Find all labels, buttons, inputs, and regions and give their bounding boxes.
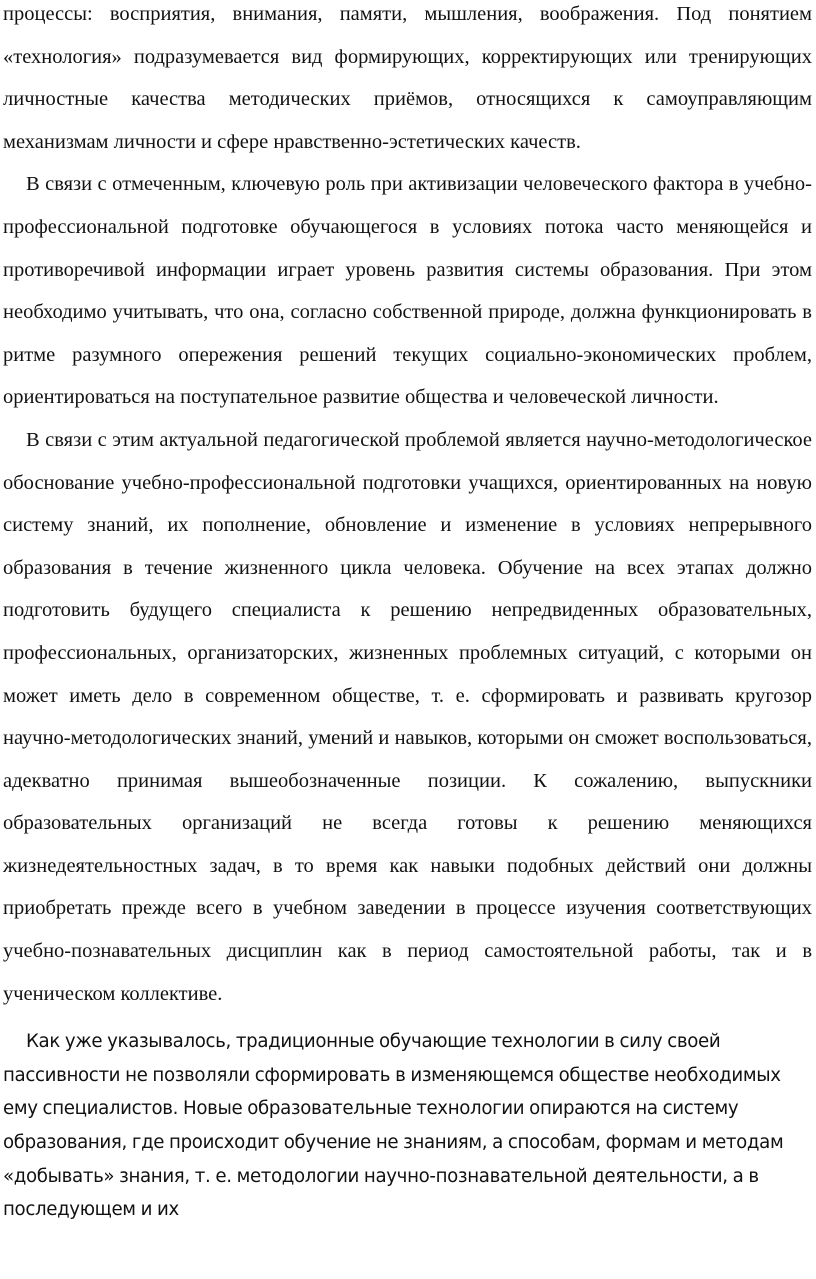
paragraph-methodological-grounding: В связи с этим актуальной педагогической проблемой является научно-методологическое обоснование учебно-профессиональной подготовки учащихся, ориентированных на новую систему знаний, их пополнение, обновление и изменение в условиях непрерывного образования в течение жизненного цикла человека. Обучение на всех этапах должно подготовить будущего специалиста к решению непредвиденных образовательных, профессиональных, организаторских, жизненных проблемных ситуаций, с которыми он может иметь дело в современном обществе, т. е. сформировать и развивать кругозор научно-методологических знаний, умений и навыков, которыми он сможет воспользоваться, адекватно принимая вышеобозначенные позиции. К сожалению, выпускники образовательных организаций не всегда готовы к решению меняющихся жизнедеятельностных задач, в то время как навыки подобных действий они должны приобретать прежде всего в учебном заведении в процессе изучения соответствующих учебно-познавательных дисциплин как в период самостоятельной работы, так и в ученическом коллективе. <box>3 428 812 1005</box>
paragraph-traditional-technologies: Как уже указывалось, традиционные обучающие технологии в силу своей пассивности не позволяли сформировать в изменяющемся обществе необходимых ему специалистов. Новые образовательные технологии опираются на систему образования, где происходит обучение не знаниям, а способам, формам и методам «добывать» знания, т. е. методологии научно-познавательной деятельности, а в последующем и их <box>3 1031 784 1221</box>
paragraph-human-factor: В связи с отмеченным, ключевую роль при активизации человеческого фактора в учебно-профессиональной подготовке обучающегося в условиях потока часто меняющейся и противоречивой информации играет уровень развития системы образования. При этом необходимо учитывать, что она, согласно собственной природе, должна функционировать в ритме разумного опережения решений текущих социально-экономических проблем, ориентироваться на поступательное развитие общества и человеческой личности. <box>3 173 812 409</box>
paragraph-perception-processes: процессы: восприятия, внимания, памяти, мышления, воображения. Под понятием «технология» подразумевается вид формирующих, корректирующих или тренирующих личностные качества методических приёмов, относящихся к самоуправляющим механизмам личности и сфере нравственно-эстетических качеств. <box>3 3 812 153</box>
